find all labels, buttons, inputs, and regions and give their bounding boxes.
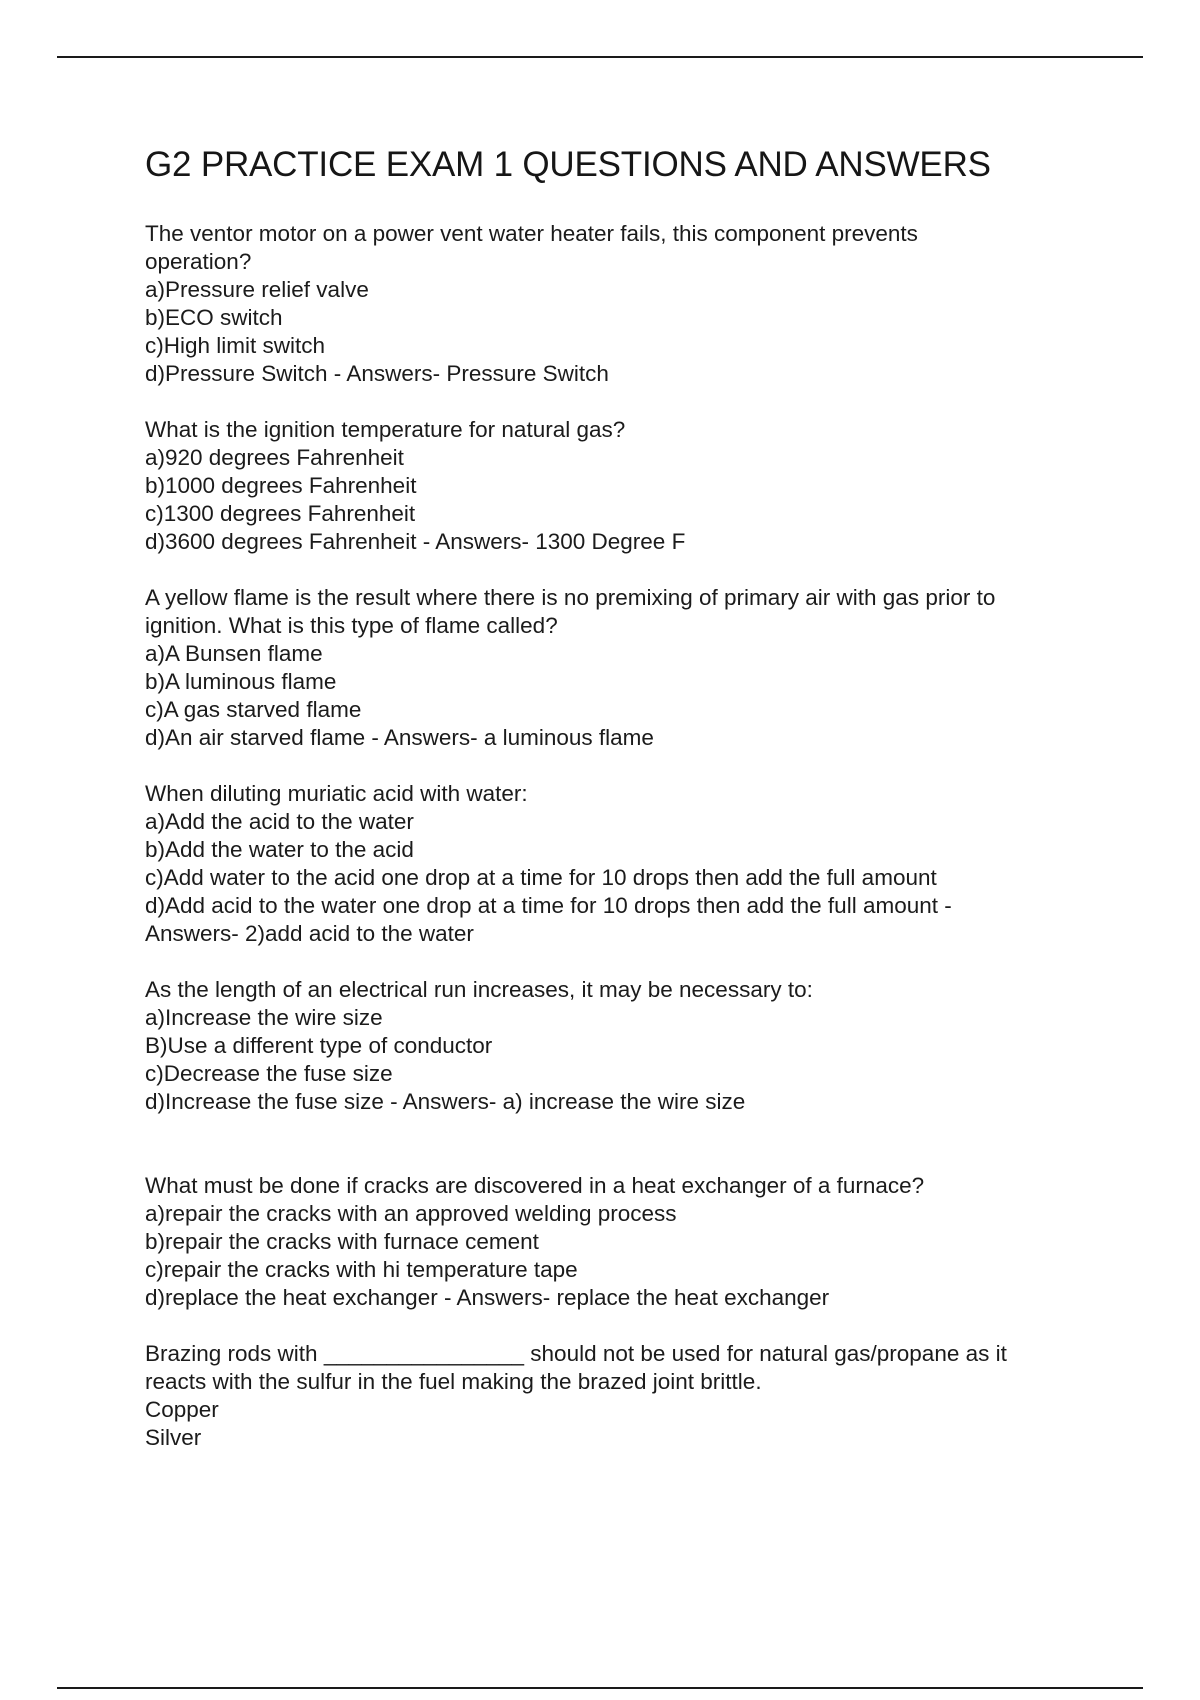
- answer-option: c)A gas starved flame: [145, 697, 362, 722]
- answer-option: Silver: [145, 1425, 202, 1450]
- answer-option: Copper: [145, 1397, 219, 1422]
- answer-option: b)1000 degrees Fahrenheit: [145, 473, 417, 498]
- question-line: When diluting muriatic acid with water:: [145, 781, 528, 806]
- question-line: Brazing rods with ________________ should not be used for natural gas/propane as it: [145, 1341, 1007, 1366]
- answer-option: b)repair the cracks with furnace cement: [145, 1229, 539, 1254]
- question-3: [145, 584, 1085, 752]
- question-2: [145, 416, 1085, 556]
- bottom-rule: [57, 1687, 1143, 1689]
- question-7: [145, 1340, 1085, 1452]
- document-title: G2 PRACTICE EXAM 1 QUESTIONS AND ANSWERS: [145, 145, 991, 184]
- question-line: ignition. What is this type of flame called?: [145, 613, 558, 638]
- question-line: What is the ignition temperature for natural gas?: [145, 417, 626, 442]
- answer-option: a)repair the cracks with an approved welding process: [145, 1201, 677, 1226]
- answer-option: c)1300 degrees Fahrenheit: [145, 501, 416, 526]
- answer-option: a)A Bunsen flame: [145, 641, 323, 666]
- answer-option: c)High limit switch: [145, 333, 326, 358]
- answer-option: c)repair the cracks with hi temperature tape: [145, 1257, 578, 1282]
- question-line: reacts with the sulfur in the fuel making the brazed joint brittle.: [145, 1369, 762, 1394]
- answer-option: b)Add the water to the acid: [145, 837, 414, 862]
- question-1: [145, 220, 1085, 388]
- answer-option: d)Pressure Switch - Answers- Pressure Switch: [145, 361, 609, 386]
- question-line: A yellow flame is the result where there is no premixing of primary air with gas prior to: [145, 585, 996, 610]
- question-line: What must be done if cracks are discovered in a heat exchanger of a furnace?: [145, 1173, 925, 1198]
- answer-option: B)Use a different type of conductor: [145, 1033, 493, 1058]
- answer-option: d)3600 degrees Fahrenheit - Answers- 1300 Degree F: [145, 529, 686, 554]
- question-6: [145, 1172, 1085, 1312]
- answer-option: c)Add water to the acid one drop at a time for 10 drops then add the full amount: [145, 865, 937, 890]
- answer-option: b)ECO switch: [145, 305, 283, 330]
- answer-option: d)An air starved flame - Answers- a luminous flame: [145, 725, 654, 750]
- question-line: As the length of an electrical run increases, it may be necessary to:: [145, 977, 813, 1002]
- question-line: operation?: [145, 249, 252, 274]
- answer-option: d)Increase the fuse size - Answers- a) increase the wire size: [145, 1089, 746, 1114]
- answer-text: Answers- 2)add acid to the water: [145, 921, 474, 946]
- document-body: [145, 140, 1085, 1452]
- question-4: [145, 780, 1085, 948]
- question-5: [145, 976, 1085, 1116]
- question-line: The ventor motor on a power vent water heater fails, this component prevents: [145, 221, 918, 246]
- answer-option: a)Pressure relief valve: [145, 277, 369, 302]
- answer-option: d)replace the heat exchanger - Answers- replace the heat exchanger: [145, 1285, 830, 1310]
- top-rule: [57, 56, 1143, 58]
- answer-option: b)A luminous flame: [145, 669, 337, 694]
- answer-option: d)Add acid to the water one drop at a time for 10 drops then add the full amount -: [145, 893, 952, 918]
- answer-option: c)Decrease the fuse size: [145, 1061, 393, 1086]
- answer-option: a)920 degrees Fahrenheit: [145, 445, 404, 470]
- answer-option: a)Increase the wire size: [145, 1005, 383, 1030]
- answer-option: a)Add the acid to the water: [145, 809, 414, 834]
